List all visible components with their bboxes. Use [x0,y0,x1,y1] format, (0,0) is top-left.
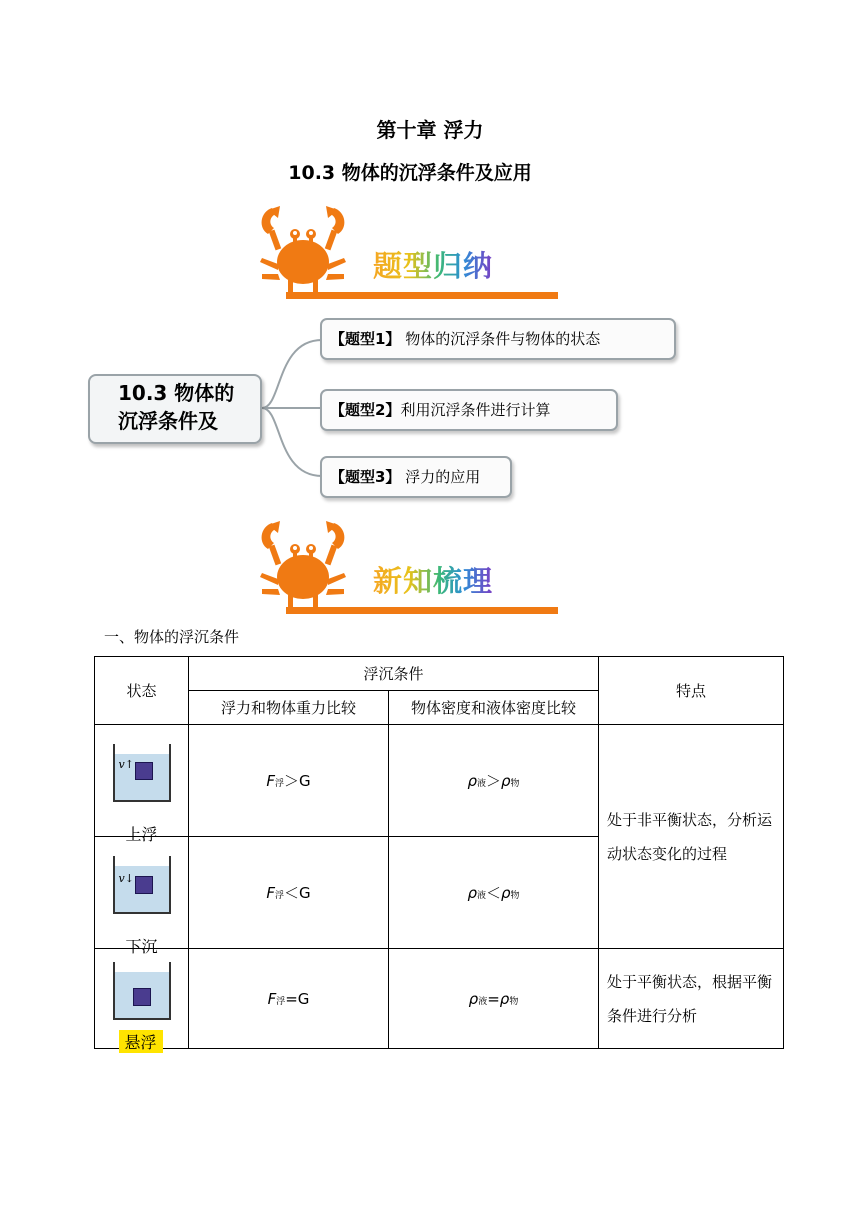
object-block [133,988,151,1006]
force-cell: F浮＜G [189,837,389,949]
mindmap-root [88,374,262,444]
types-banner [258,204,558,304]
state-label: 下沉 [125,936,158,956]
section-title: 10.3 物体的沉浮条件及应用 [288,162,532,184]
section-heading: 一、物体的浮沉条件 [104,628,240,646]
feature-unbalanced: 处于非平衡状态，分析运动状态变化的过程 [599,725,784,949]
mindmap-item-text: 物体的沉浮条件与物体的状态 [400,330,601,348]
subheader-force: 浮力和物体重力比较 [189,691,389,725]
state-cell [95,837,189,956]
beaker-illustration [111,744,173,844]
table-row [95,725,784,837]
mindmap-item-tag: 【题型3】 [330,468,401,486]
mindmap-item-text: 利用沉浮条件进行计算 [400,401,551,419]
knowledge-banner [258,519,558,619]
arrow-up-icon: v↑ [118,757,134,771]
types-banner-title: 题型归纳 [373,244,493,285]
crab-icon [258,204,348,300]
header-state: 状态 [95,657,189,725]
force-cell: F浮＞G [189,725,389,837]
arrow-down-icon: v↓ [118,871,134,885]
subheader-density: 物体密度和液体密度比较 [389,691,599,725]
mindmap-root-line2: 沉浮条件及 [118,409,218,433]
density-cell: ρ液＞ρ物 [389,725,599,837]
mindmap-item-text: 浮力的应用 [400,468,481,486]
beaker-illustration [111,962,173,1052]
header-feature: 特点 [599,657,784,725]
beaker-illustration [111,856,173,956]
feature-balanced: 处于平衡状态，根据平衡条件进行分析 [599,949,784,1049]
state-label: 悬浮 [119,1030,163,1053]
mindmap-item-type3 [320,456,512,498]
mindmap-item-tag: 【题型1】 [330,330,401,348]
mindmap-item-type2 [320,389,618,431]
object-block [135,876,153,894]
mindmap-connectors [262,330,326,490]
header-condition: 浮沉条件 [189,657,599,691]
banner-underline [286,607,558,614]
table-header-row [95,657,784,691]
table-row [95,949,784,1049]
crab-icon [258,519,348,615]
buoyancy-conditions-table [94,656,784,1052]
state-cell [95,725,189,844]
mindmap-item-tag: 【题型2】 [330,401,401,419]
knowledge-banner-title: 新知梳理 [373,559,493,600]
mindmap-item-type1 [320,318,676,360]
state-cell [95,949,189,1052]
state-label: 上浮 [125,824,158,844]
banner-underline [286,292,558,299]
chapter-title: 第十章 浮力 [376,118,484,142]
density-cell: ρ液=ρ物 [389,949,599,1049]
mindmap-root-line1: 10.3 物体的 [118,381,235,405]
force-cell: F浮=G [189,949,389,1049]
object-block [135,762,153,780]
density-cell: ρ液＜ρ物 [389,837,599,949]
